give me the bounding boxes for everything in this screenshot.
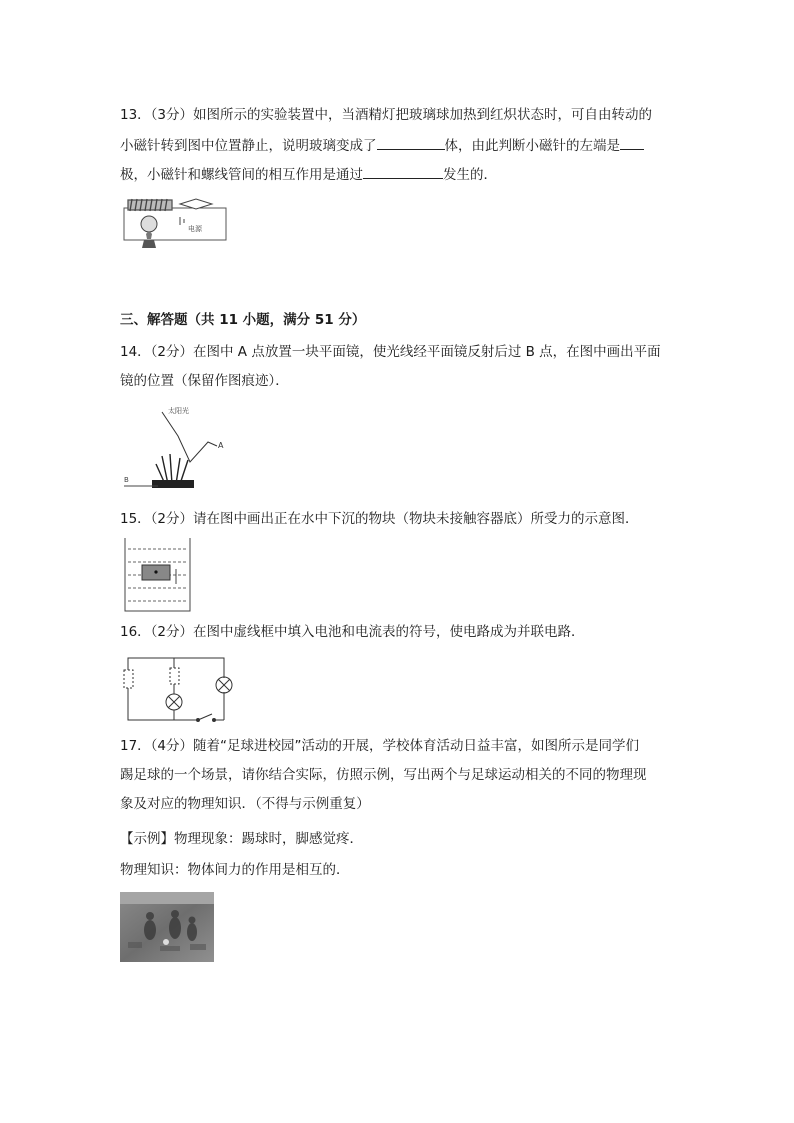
q16-figure-parallel-circuit	[118, 650, 242, 724]
q13-line2-text-a: 小磁针转到图中位置静止，说明玻璃变成了	[120, 138, 377, 154]
q17-example-knowledge: 物理知识：物体间力的作用是相互的．	[120, 862, 350, 878]
q13-line3-text-b: 发生的．	[443, 167, 497, 183]
dashed-box-left[interactable]	[124, 670, 133, 688]
q17-line2: 踢足球的一个场景，请你结合实际，仿照示例，写出两个与足球运动相关的不同的物理现	[120, 767, 647, 783]
q13-figure-solenoid-circuit	[118, 190, 238, 276]
ground-icon	[152, 480, 194, 488]
lamp-icon	[166, 694, 182, 710]
power-source-icon	[180, 217, 184, 225]
q17-line1: 17．（4分）随着“足球进校园”活动的开展，学校体育活动日益丰富，如图所示是同学们	[120, 738, 640, 754]
q17-football-photo	[120, 892, 214, 962]
q16-line1: 16．（2分）在图中虚线框中填入电池和电流表的符号，使电路成为并联电路．	[120, 624, 585, 640]
solenoid-coil-icon	[128, 199, 172, 211]
q13-line2-text-b: 体，由此判断小磁针的左端是	[444, 138, 620, 154]
q14-line2: 镜的位置（保留作图痕迹）．	[120, 373, 289, 389]
q13-line2	[120, 137, 680, 155]
q13-line3	[120, 166, 680, 184]
q15-figure-block-in-water	[124, 538, 192, 612]
switch-icon	[197, 714, 216, 722]
point-b-label: B	[124, 476, 129, 484]
q13-blank-3[interactable]	[363, 166, 443, 179]
q13-blank-1[interactable]	[377, 137, 445, 150]
point-a-label: A	[218, 441, 224, 450]
q14-line1: 14．（2分）在图中 A 点放置一块平面镜，使光线经平面镜反射后过 B 点，在图中画出平面	[120, 344, 661, 360]
power-source-label: 电源	[188, 225, 202, 233]
q17-line3: 象及对应的物理知识．（不得与示例重复）	[120, 796, 370, 812]
dashed-box-middle[interactable]	[170, 668, 179, 684]
alcohol-lamp-icon	[142, 232, 156, 248]
grass-icon	[156, 454, 188, 484]
sunlight-label: 太阳光	[168, 407, 189, 415]
q13-line1: 13．（3分）如图所示的实验装置中，当酒精灯把玻璃球加热到红炽状态时，可自由转动的	[120, 107, 653, 123]
section-3-title: 三、解答题（共 11 小题，满分 51 分）	[120, 312, 366, 328]
lamp-icon	[216, 677, 232, 693]
q13-line3-text-a: 极，小磁针和螺线管间的相互作用是通过	[120, 167, 363, 183]
glass-ball-icon	[141, 216, 157, 232]
q15-line1: 15．（2分）请在图中画出正在水中下沉的物块（物块未接触容器底）所受力的示意图．	[120, 511, 639, 527]
q14-figure-light-reflection	[118, 400, 230, 496]
q17-example-phenomenon: 【示例】物理现象：踢球时，脚感觉疼．	[120, 831, 363, 847]
q13-blank-2[interactable]	[620, 137, 644, 150]
